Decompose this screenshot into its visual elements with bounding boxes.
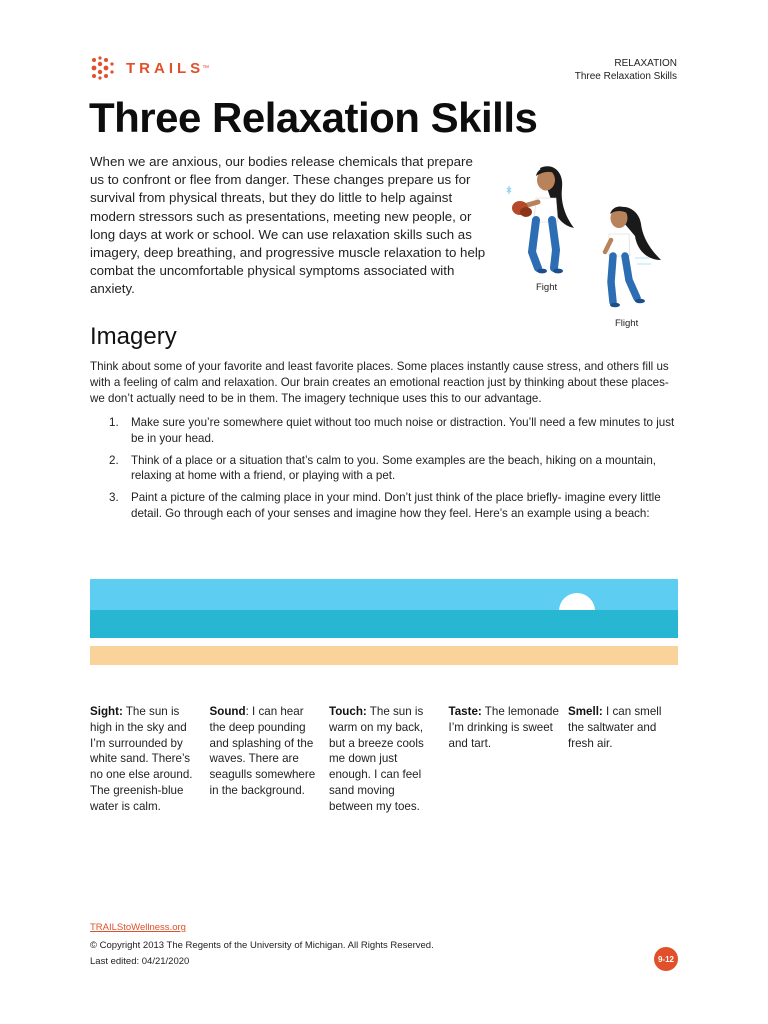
section-name: RELAXATION	[614, 58, 677, 69]
trails-logo	[90, 54, 209, 82]
sense-text: The lemonade I’m drinking is sweet and tart.	[448, 705, 559, 750]
step-text: Think of a place or a situation that’s calm to you. Some examples are the beach, hiking on a mountain, relaxing at home with a friend, or playing with a pet.	[131, 453, 657, 483]
sense-label: Touch:	[329, 705, 367, 718]
beach-illustration	[90, 579, 678, 665]
sense-label: Sight:	[90, 705, 123, 718]
last-edited-text: Last edited: 04/21/2020	[90, 956, 190, 967]
list-item	[90, 415, 680, 447]
subsection-name: Three Relaxation Skills	[574, 71, 677, 82]
section-label	[575, 57, 677, 83]
senses-row	[90, 704, 690, 815]
step-number: 1.	[109, 416, 119, 429]
list-item	[90, 453, 680, 485]
sense-label: Sound	[209, 705, 246, 718]
imagery-heading: Imagery	[90, 323, 177, 350]
sense-touch	[329, 704, 449, 815]
flight-figure-illustration	[595, 200, 665, 312]
page-title: Three Relaxation Skills	[89, 94, 538, 141]
sense-text: The sun is high in the sky and I’m surrounded by white sand. There’s no one else around. The greenish-blue water is calm.	[90, 705, 193, 813]
imagery-paragraph: Think about some of your favorite and least favorite places. Some places instantly cause stress, and others fill us with a feeling of calm and relaxation. Our brain creates an emotional reaction just by thinking about these places- we don’t actually need to be in them. The imagery technique uses this to our advantage.	[90, 360, 669, 405]
intro-paragraph: When we are anxious, our bodies release chemicals that prepare us to confront or flee from danger. These changes prepare us for survival from physical threats, but they do little to help against modern stressors such as presentations, meeting new people, or long days at work or school. We can use relaxation skills such as imagery, deep breathing, and progressive muscle relaxation to help combat the uncomfortable physical symptoms associated with anxiety.	[90, 154, 486, 297]
step-text: Paint a picture of the calming place in your mind. Don’t just think of the place briefly- imagine every little detail. Go through each of your senses and imagine how they feel. Here’s an example using a beach:	[131, 491, 661, 520]
beach-water	[90, 610, 678, 638]
sense-sight	[90, 704, 210, 815]
step-number: 3.	[109, 491, 119, 505]
sense-taste	[449, 704, 569, 815]
logo-wordmark: TRAILS	[126, 59, 205, 77]
sense-label: Taste:	[448, 705, 482, 718]
sense-label: Smell:	[568, 705, 603, 718]
copyright-text: © Copyright 2013 The Regents of the University of Michigan. All Rights Reserved.	[90, 940, 434, 951]
fight-figure-illustration	[498, 160, 588, 282]
trails-logo-icon	[90, 55, 116, 81]
sense-sound	[210, 704, 330, 815]
beach-sand	[90, 646, 678, 665]
list-item	[90, 490, 680, 522]
step-number: 2.	[109, 453, 119, 467]
sense-smell	[568, 704, 688, 815]
website-link[interactable]: TRAILStoWellness.org	[90, 922, 186, 933]
fight-caption: Fight	[536, 282, 558, 293]
grade-level-badge: 9-12	[654, 947, 678, 971]
sense-text: : I can hear the deep pounding and splashing of the waves. There are seagulls somewhere in the background.	[209, 705, 316, 797]
flight-caption: Flight	[615, 318, 639, 329]
sense-text: I can smell the saltwater and fresh air.	[568, 705, 662, 750]
trademark-symbol: ™	[202, 64, 210, 72]
sense-text: The sun is warm on my back, but a breeze cools me down just enough. I can feel sand moving between my toes.	[329, 705, 424, 813]
step-text: Make sure you’re somewhere quiet without too much noise or distraction. You’ll need a few minutes to just be in your head.	[131, 416, 675, 445]
imagery-steps-list	[90, 415, 680, 528]
